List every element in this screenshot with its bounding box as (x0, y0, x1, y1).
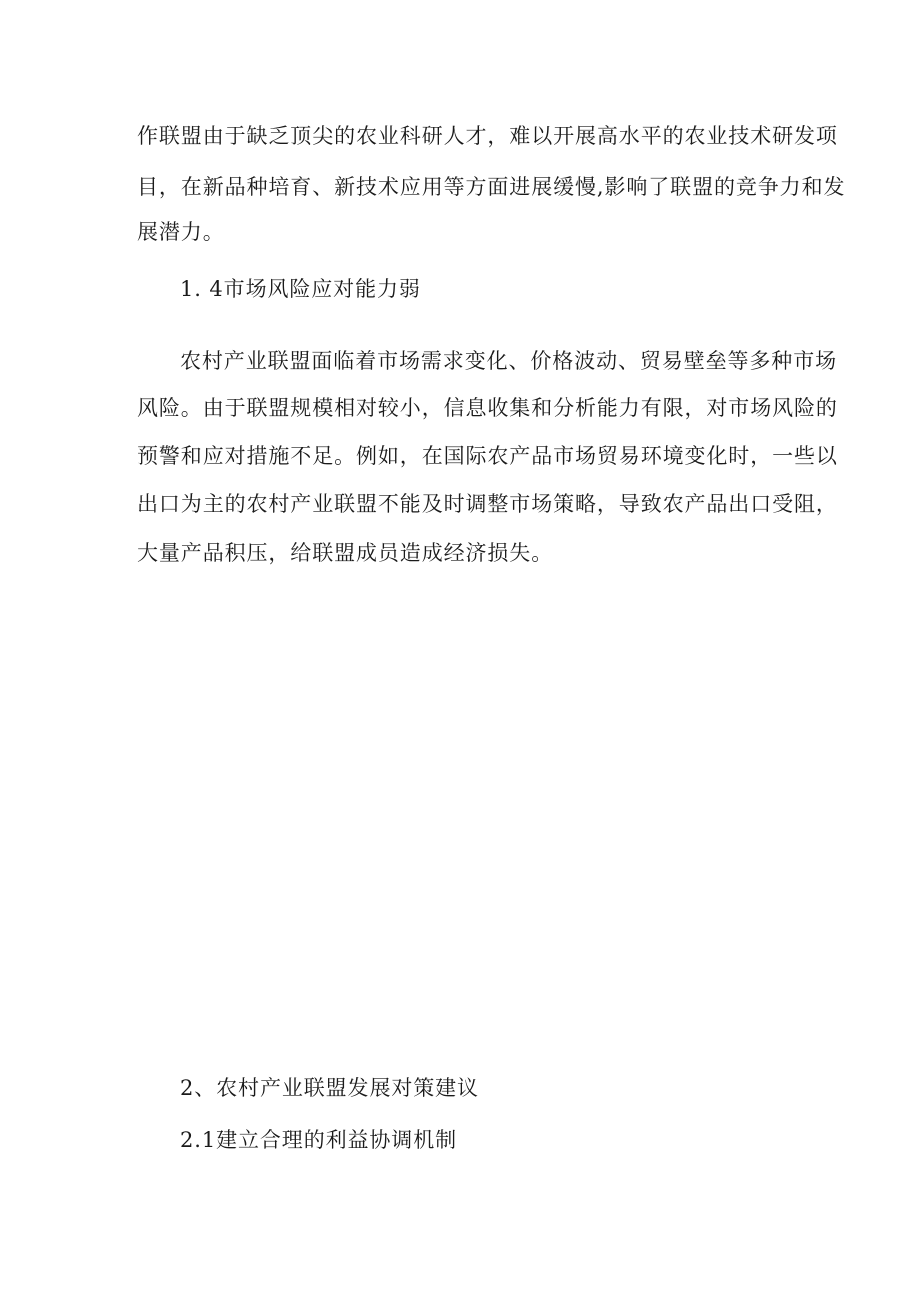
paragraph-line: 出口为主的农村产业联盟不能及时调整市场策略，导致农产品出口受阻， (137, 492, 838, 516)
section-heading-2: 2、农村产业联盟发展对策建议 (180, 1076, 479, 1100)
section-heading-1-4: 1. 4市场风险应对能力弱 (180, 277, 421, 301)
paragraph-line: 大量产品积压，给联盟成员造成经济损失。 (137, 541, 554, 565)
paragraph-line: 目，在新品种培育、新技术应用等方面进展缓慢,影响了联盟的竞争力和发 (137, 175, 846, 199)
paragraph-line: 风险。由于联盟规模相对较小，信息收集和分析能力有限，对市场风险的 (137, 396, 838, 420)
paragraph-line: 预警和应对措施不足。例如，在国际农产品市场贸易环境变化时，一些以 (137, 444, 838, 468)
section-heading-2-1: 2.1建立合理的利益协调机制 (180, 1128, 457, 1152)
paragraph-line: 展潜力。 (137, 220, 225, 244)
paragraph-line: 作联盟由于缺乏顶尖的农业科研人才，难以开展高水平的农业技术研发项 (137, 124, 838, 148)
paragraph-line: 农村产业联盟面临着市场需求变化、价格波动、贸易壁垒等多种市场 (180, 349, 837, 373)
